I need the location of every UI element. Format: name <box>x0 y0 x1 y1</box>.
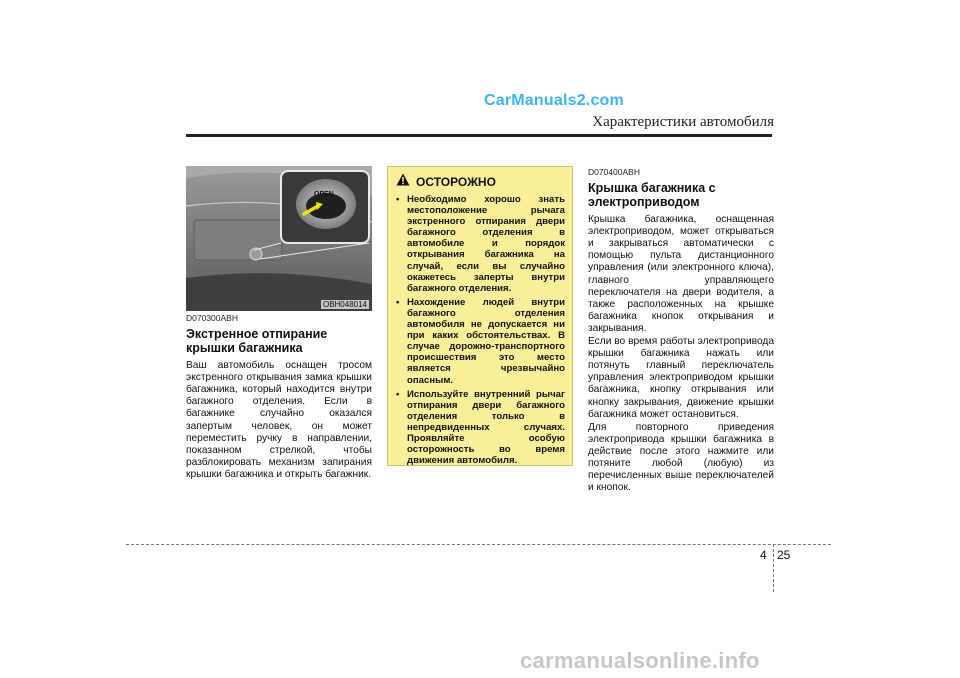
right-paragraph-1: Крышка багажника, оснащенная электроприводом, может открываться и закрываться автоматически с помощью пульта дистанционного управления (или электронного ключа), главного управляющего переключателя на двери водителя, а также расположенных на крышке багажника кнопок открывания и закрывания. <box>588 214 774 334</box>
warning-title: ОСТОРОЖНО <box>416 175 496 189</box>
warning-list <box>396 194 565 466</box>
warning-triangle-icon <box>396 173 410 191</box>
right-heading: Крышка багажника с электроприводом <box>588 181 716 209</box>
warning-item: • Используйте внутренний рычаг отпирания двери багажного отделения только в непредвиденных случаях. Проявляйте особую осторожность во время движения автомобиля. <box>396 389 565 467</box>
trunk-photo <box>186 166 372 311</box>
warning-box <box>387 166 573 466</box>
right-column <box>588 166 774 495</box>
right-code: D070400ABH <box>588 167 640 177</box>
watermark-top: CarManuals2.com <box>484 92 624 109</box>
watermark-bottom: carmanualsonline.info <box>520 648 760 673</box>
footer-divider <box>126 544 831 545</box>
page-number: 25 <box>777 548 791 562</box>
chapter-number: 4 <box>760 548 767 562</box>
image-code: OBH048014 <box>322 300 367 309</box>
left-column <box>186 312 372 482</box>
warning-header <box>396 173 565 191</box>
footer-vertical-divider <box>773 544 774 592</box>
right-paragraph-3: Для повторного приведения электропривода крышки багажника в действие после этого нажмите или потяните любой (любую) из перечисленных выше переключателей и кнопок. <box>588 421 774 494</box>
header-rule <box>186 134 772 137</box>
trunk-illustration <box>186 166 372 311</box>
section-title: Характеристики автомобиля <box>592 114 774 130</box>
right-paragraph-2: Если во время работы электропривода крышки багажника нажать или потянуть главный переключатель управления электроприводом крышки багажника, кнопку открывания или кнопку закрывания, движение крышки багажника может остановиться. <box>588 336 774 420</box>
left-code: D070300ABH <box>186 313 238 323</box>
warning-item: • Необходимо хорошо знать местоположение рычага экстренного отпирания двери багажного отделения в автомобиле и порядок открывания багажника на случай, если вы случайно окажетесь заперты внутри багажного отделения. <box>396 194 565 294</box>
warning-item: • Нахождение людей внутри багажного отделения автомобиля не допускается ни при каких обстоятельствах. В случае дорожно-транспортного происшествия это место является чрезвычайно опасным. <box>396 297 565 386</box>
open-handle-label: OPEN <box>314 191 334 198</box>
left-body: Ваш автомобиль оснащен тросом экстренного открывания замка крышки багажника, который находится внутри багажного отделения. Если в багажнике случайно оказался запертым человек, он может переместить ручку в направлении, показанном стрелкой, чтобы разблокировать механизм запирания крышки багажника и открыть багажник. <box>186 360 372 480</box>
left-heading: Экстренное отпирание крышки багажника <box>186 327 328 355</box>
